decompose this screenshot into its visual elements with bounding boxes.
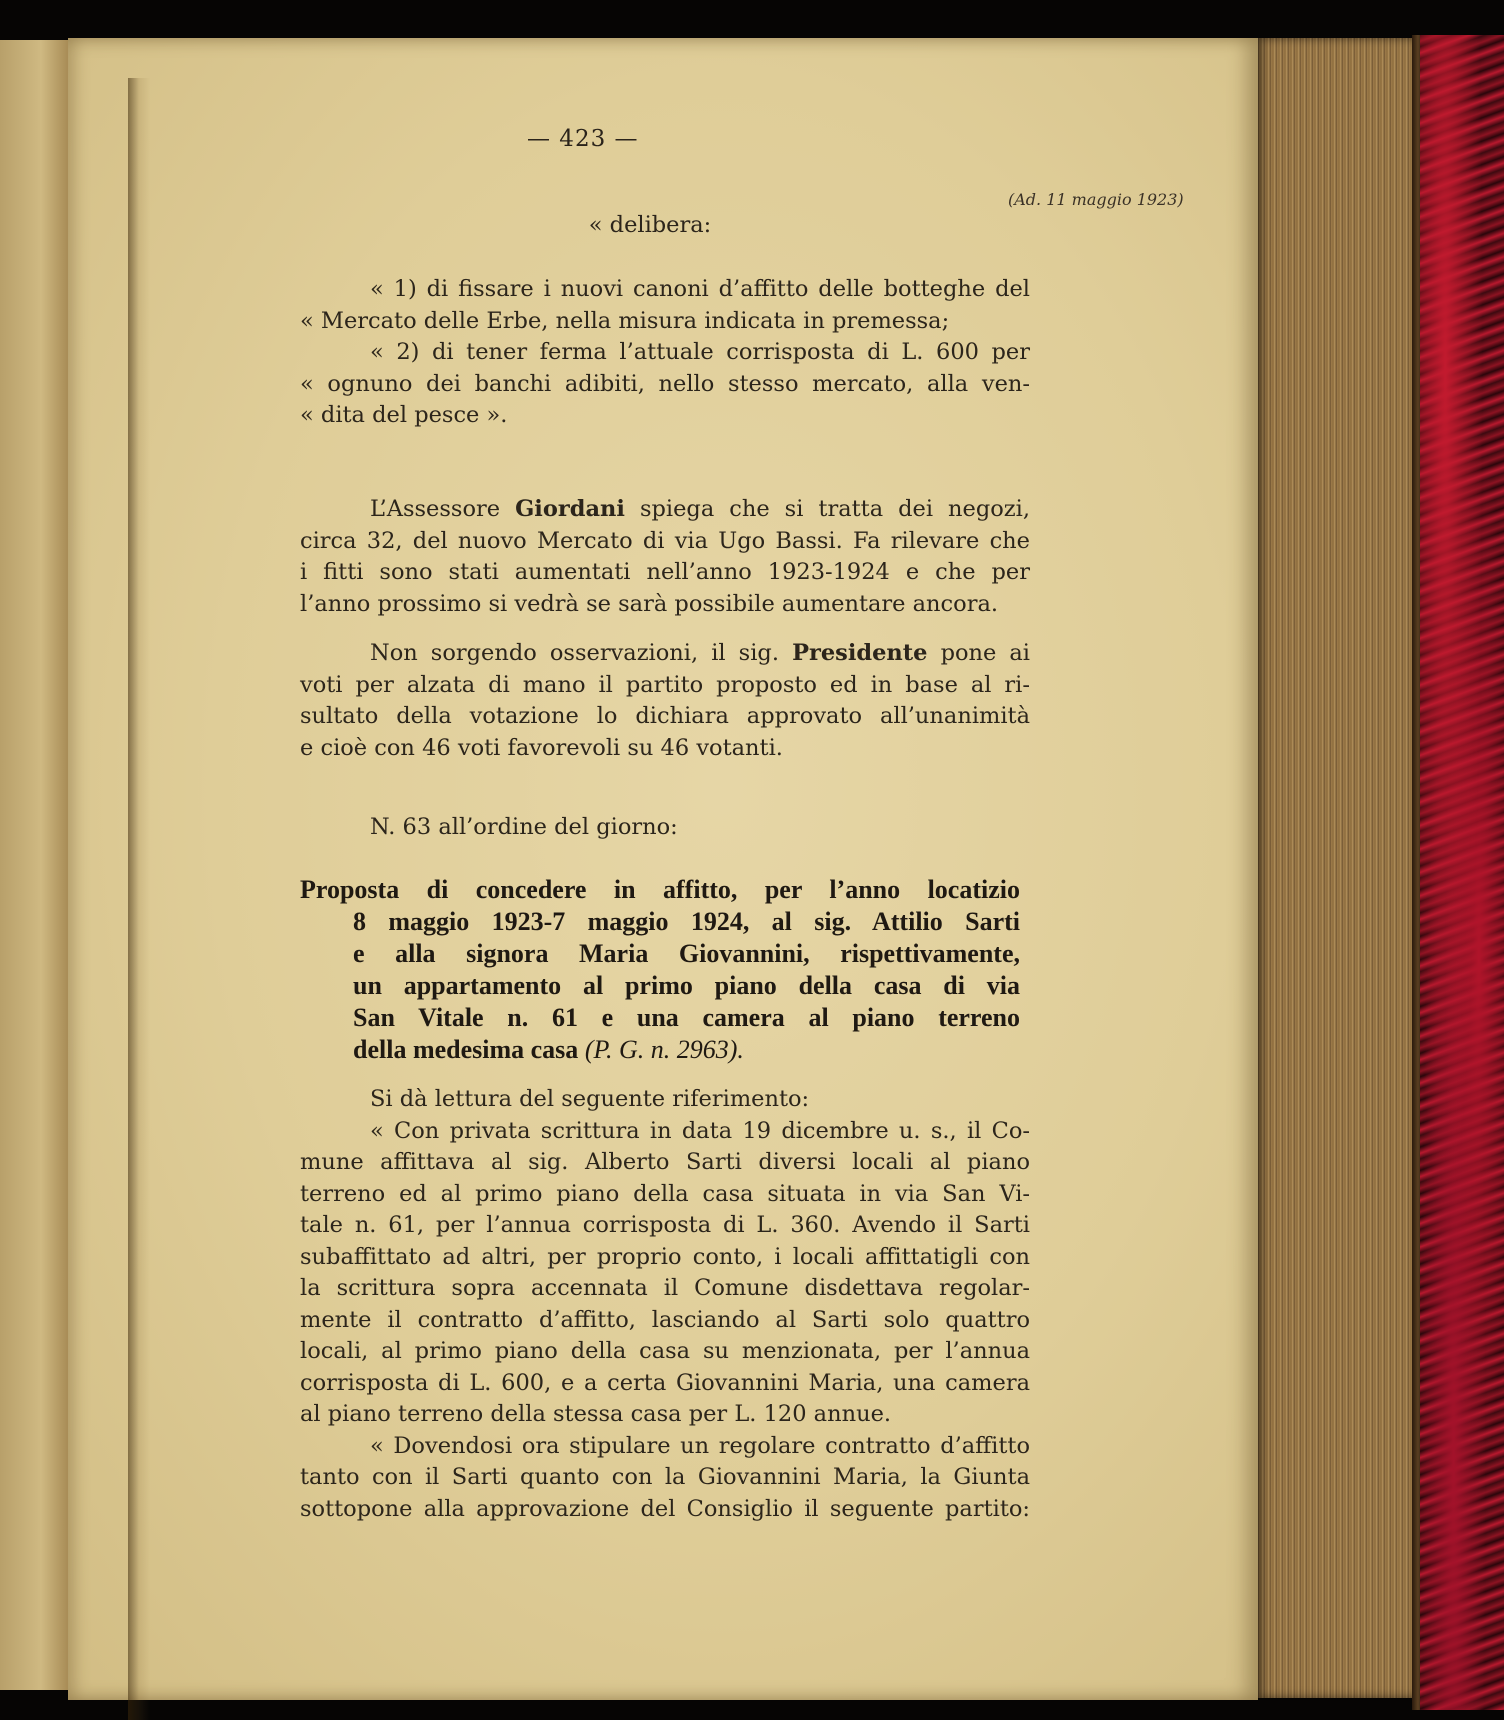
- riferimento-line: tale n. 61, per l’annua corrisposta di L. 360. Avendo il Sarti: [300, 1212, 1030, 1238]
- riferimento-intro: Si dà lettura del seguente riferimento:: [370, 1086, 810, 1112]
- riferimento-line: mente il contratto d’affitto, lasciando al Sarti solo quattro: [300, 1306, 1030, 1333]
- riferimento-line: tanto con il Sarti quanto con la Giovannini Maria, la Giunta: [300, 1464, 1030, 1490]
- riferimento-line: al piano terreno della stessa casa per L. 120 annue.: [300, 1401, 892, 1427]
- riferimento-line: terreno ed al primo piano della casa situata in via San Vi-: [300, 1180, 1030, 1207]
- riferimento-section: [300, 1084, 1030, 1525]
- giordani-paragraph: [300, 494, 1030, 620]
- title-line: 8 maggio 1923-7 maggio 1924, al sig. Attilio Sarti: [353, 907, 1020, 936]
- title-line: un appartamento al primo piano della casa di via: [353, 971, 1020, 1000]
- delibera-line: « ognuno dei banchi adibiti, nello stesso mercato, alla ven-: [300, 370, 1030, 397]
- running-header-date: (Ad. 11 maggio 1923): [1008, 190, 1184, 209]
- delibera-section: [300, 210, 1030, 242]
- riferimento-line: mune affittava al sig. Alberto Sarti diversi locali al piano: [300, 1149, 1030, 1175]
- left-page-edge: [0, 40, 68, 1690]
- red-binding: [1420, 35, 1504, 1710]
- title-bold-end: della medesima casa: [353, 1035, 579, 1064]
- ordine-label: N. 63 all’ordine del giorno:: [370, 814, 678, 840]
- proposta-title: [300, 874, 1020, 1066]
- title-line: San Vitale n. 61 e una camera al piano terreno: [353, 1003, 1020, 1032]
- lead-rest: spiega che si tratta dei negozi,: [639, 496, 1030, 522]
- page-gutter: [128, 78, 150, 1720]
- protocol-reference: (P. G. n. 2963).: [584, 1035, 744, 1064]
- delibera-line: « 1) di fissare i nuovi canoni d’affitto delle botteghe del: [370, 276, 1030, 302]
- paragraph-line: circa 32, del nuovo Mercato di via Ugo Bassi. Fa rilevare che: [300, 527, 1030, 554]
- page-number: — 423 —: [527, 126, 639, 152]
- delibera-list: [300, 274, 1030, 432]
- delibera-line: « dita del pesce ».: [300, 402, 508, 428]
- delibera-heading: « delibera:: [588, 212, 712, 238]
- title-line: [300, 1034, 1020, 1066]
- lead-rest: pone ai: [940, 640, 1030, 666]
- paragraph-first-line: [300, 638, 1030, 670]
- riferimento-line: « Con privata scrittura in data 19 dicembre u. s., il Co-: [370, 1117, 1030, 1144]
- title-line: Proposta di concedere in affitto, per l’anno locatizio: [300, 875, 1020, 904]
- delibera-line: « Mercato delle Erbe, nella misura indicata in premessa;: [300, 307, 950, 334]
- paragraph-line: voti per alzata di mano il partito proposto ed in base al ri-: [300, 671, 1030, 698]
- ordine-section: [300, 812, 1030, 844]
- page-edges: [1255, 38, 1420, 1698]
- paragraph-line: l’anno prossimo si vedrà se sarà possibile aumentare ancora.: [300, 590, 999, 617]
- presidente-paragraph: [300, 638, 1030, 764]
- riferimento-line: subaffittato ad altri, per proprio conto, i locali affittatigli con: [300, 1243, 1030, 1270]
- book-page: [68, 38, 1258, 1700]
- lead-text: Non sorgendo osservazioni, il sig.: [370, 640, 779, 666]
- riferimento-line: sottopone alla approvazione del Consiglio il seguente partito:: [300, 1495, 1030, 1522]
- title-line: e alla signora Maria Giovannini, rispettivamente,: [353, 939, 1020, 968]
- speaker-name: Presidente: [792, 640, 928, 666]
- riferimento-line: locali, al primo piano della casa su menzionata, per l’annua: [300, 1338, 1030, 1364]
- riferimento-line: la scrittura sopra accennata il Comune disdettava regolar-: [300, 1275, 1030, 1301]
- delibera-line: « 2) di tener ferma l’attuale corrisposta di L. 600 per: [370, 339, 1030, 365]
- paragraph-first-line: [300, 494, 1030, 526]
- paragraph-line: e cioè con 46 voti favorevoli su 46 votanti.: [300, 734, 783, 761]
- riferimento-line: « Dovendosi ora stipulare un regolare contratto d’affitto: [370, 1432, 1030, 1459]
- speaker-name: Giordani: [515, 496, 625, 522]
- paragraph-line: i fitti sono stati aumentati nell’anno 1923-1924 e che per: [300, 559, 1030, 585]
- lead-text: L’Assessore: [370, 496, 501, 522]
- riferimento-line: corrisposta di L. 600, e a certa Giovannini Maria, una camera: [300, 1369, 1030, 1396]
- paragraph-line: sultato della votazione lo dichiara approvato all’unanimità: [300, 703, 1030, 729]
